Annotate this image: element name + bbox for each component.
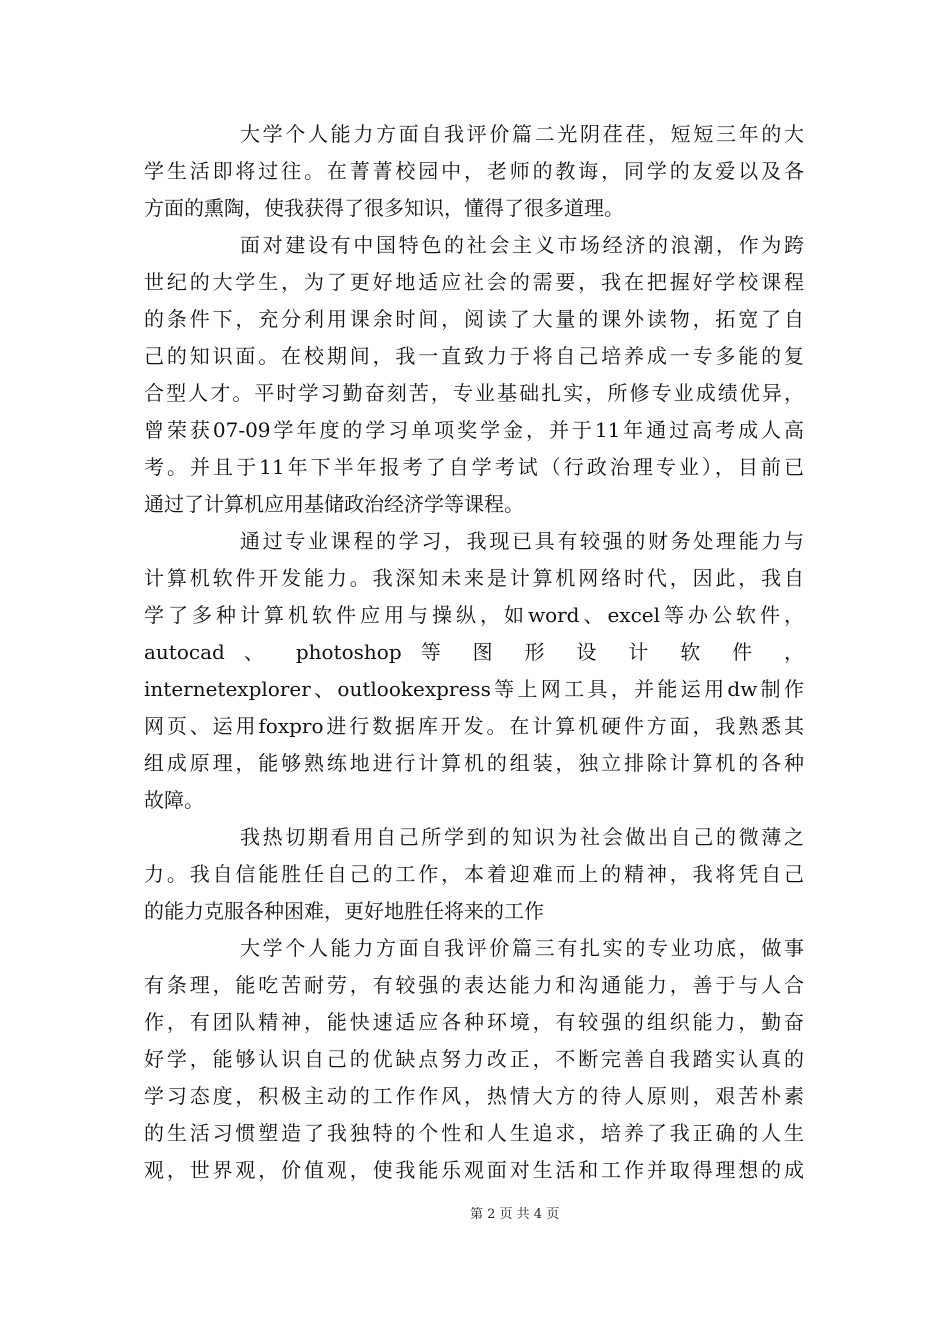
- text-line: 大学个人能力方面自我评价篇二光阴荏荏，短短三年的大: [240, 122, 804, 146]
- text-line: 组成原理，能够熟练地进行计算机的组装，独立排除计算机的各种: [144, 751, 804, 775]
- text-line: 合型人才。平时学习勤奋刻苦，专业基础扎实，所修专业成绩优异，: [144, 381, 804, 405]
- page-number-footer: 第 2 页 共 4 页: [470, 1207, 560, 1222]
- paragraph-4: [144, 819, 804, 930]
- text-line: 面对建设有中国特色的社会主义市场经济的浪潮，作为跨: [240, 233, 804, 257]
- text-line: 好学，能够认识自己的优缺点努力改正，不断完善自我踏实认真的: [144, 1047, 804, 1071]
- text-line: 观，世界观，价值观，使我能乐观面对生活和工作并取得理想的成: [144, 1158, 804, 1182]
- text-line: internetexplorer、outlookexpress等上网工具，并能运用dw制作: [144, 677, 804, 701]
- text-line: 有条理，能吃苦耐劳，有较强的表达能力和沟通能力，善于与人合: [144, 973, 804, 997]
- paragraph-3: [144, 523, 804, 819]
- text-line: 通过了计算机应用基储政治经济学等课程。: [144, 492, 524, 516]
- text-line: 己的知识面。在校期间，我一直致力于将自己培养成一专多能的复: [144, 344, 804, 368]
- text-line: 通过专业课程的学习，我现已具有较强的财务处理能力与: [240, 529, 804, 553]
- text-line: 大学个人能力方面自我评价篇三有扎实的专业功底，做事: [240, 936, 804, 960]
- text-line: 曾荣获07-09学年度的学习单项奖学金，并于11年通过高考成人高: [144, 418, 804, 442]
- text-line: 网页、运用foxpro进行数据库开发。在计算机硬件方面，我熟悉其: [144, 714, 804, 738]
- text-line: 的条件下，充分利用课余时间，阅读了大量的课外读物，拓宽了自: [144, 307, 804, 331]
- text-line: 力。我自信能胜任自己的工作，本着迎难而上的精神，我将凭自己: [144, 862, 804, 886]
- text-line: 故障。: [144, 788, 204, 812]
- text-line: 我热切期看用自己所学到的知识为社会做出自己的微薄之: [240, 825, 804, 849]
- text-line: 的生活习惯塑造了我独特的个性和人生追求，培养了我正确的人生: [144, 1121, 804, 1145]
- text-line: 的能力克服各种困难，更好地胜任将来的工作: [144, 899, 544, 923]
- paragraph-5: [144, 930, 804, 1189]
- text-line: 世纪的大学生，为了更好地适应社会的需要，我在把握好学校课程: [144, 270, 804, 294]
- text-line: 学习态度，积极主动的工作作风，热情大方的待人原则，艰苦朴素: [144, 1084, 804, 1108]
- text-line: 学了多种计算机软件应用与操纵，如word、excel等办公软件，: [144, 603, 804, 627]
- text-line: 计算机软件开发能力。我深知未来是计算机网络时代，因此，我自: [144, 566, 804, 590]
- paragraph-2: [144, 227, 804, 523]
- text-line: 学生活即将过往。在菁菁校园中，老师的教诲，同学的友爱以及各: [144, 159, 804, 183]
- paragraph-1: [144, 116, 804, 227]
- text-line: 作，有团队精神，能快速适应各种环境，有较强的组织能力，勤奋: [144, 1010, 804, 1034]
- text-line: 方面的熏陶，使我获得了很多知识，懂得了很多道理。: [144, 196, 624, 220]
- document-body: [144, 116, 804, 1189]
- text-line: autocad 、 photoshop 等 图 形 设 计 软 件 ，: [144, 640, 804, 664]
- text-line: 考。并且于11年下半年报考了自学考试（行政治理专业），目前已: [144, 455, 804, 479]
